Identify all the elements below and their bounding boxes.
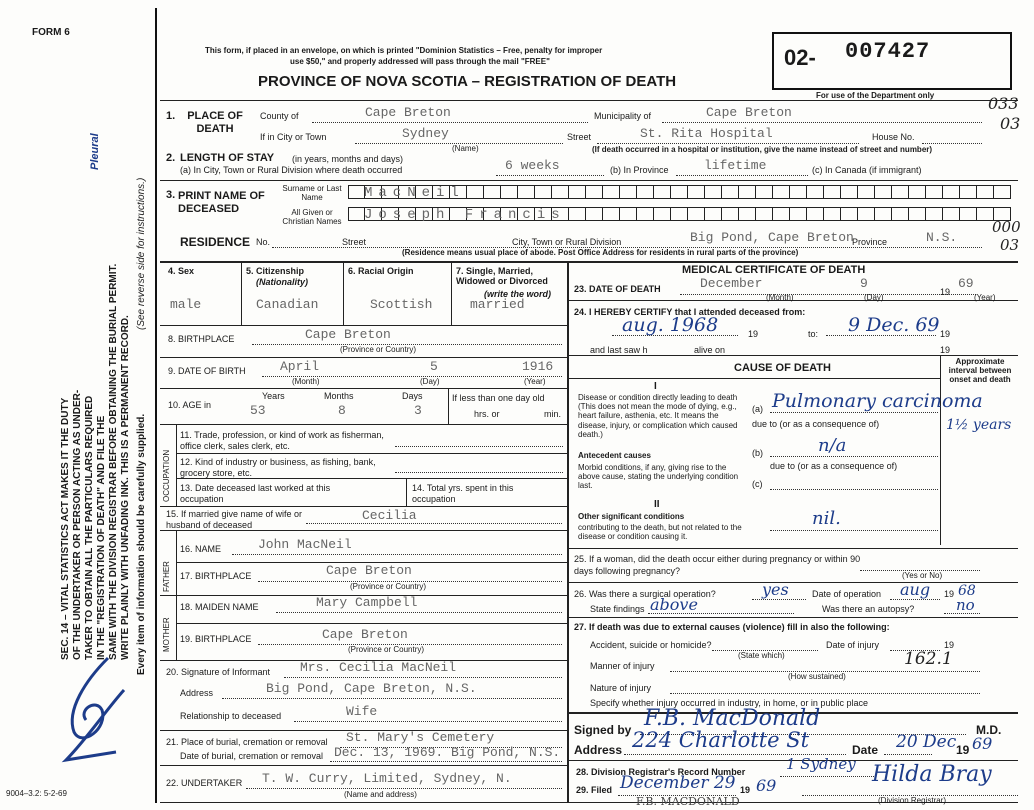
q22-line: [246, 788, 562, 789]
rule: [567, 617, 1018, 618]
street-label: Street: [567, 132, 592, 142]
q11-line: [395, 446, 563, 447]
q22-label: 22. UNDERTAKER: [166, 778, 243, 788]
relationship-value: Wife: [346, 704, 378, 719]
q12-label: 12. Kind of industry or business, as fishing, bank, grocery store, etc.: [180, 457, 376, 478]
less-than-day-label: If less than one day old: [452, 393, 545, 403]
physician-address-value: 224 Charlotte St: [632, 728, 810, 752]
department-code-2: 03: [1000, 114, 1021, 133]
informant-address-value: Big Pond, Cape Breton, N.S.: [266, 681, 477, 696]
death-day: 9: [860, 276, 868, 291]
yes-no-sub: (Yes or No): [902, 571, 943, 580]
q16-label: 16. NAME: [180, 544, 222, 554]
relationship-line: [294, 721, 562, 722]
q28-label: 28. Division Registrar's Record Number: [576, 767, 746, 777]
birthplace-label: 8. BIRTHPLACE: [168, 334, 235, 344]
q27-label: 27. If death was due to external causes (violence) fill in also the following:: [574, 622, 890, 632]
antecedent-label: Antecedent causes: [578, 451, 651, 460]
residence-province: N.S.: [926, 230, 958, 245]
q25-label: 25. If a woman, did the death occur either during pregnancy or within 90 days following pregnancy?: [574, 554, 861, 577]
sex-value: male: [170, 297, 202, 312]
residence-city-label: City, Town or Rural Division: [512, 237, 622, 247]
sign-year-value: 69: [972, 734, 993, 753]
racial-origin-value: Scottish: [370, 297, 433, 312]
q11-label: 11. Trade, profession, or kind of work as fisherman, office clerk, sales clerk, etc.: [180, 430, 384, 451]
citizenship-value: Canadian: [256, 297, 319, 312]
undertaker-value: T. W. Curry, Limited, Sydney, N.: [262, 771, 512, 786]
street-value: St. Rita Hospital: [640, 126, 773, 141]
accident-label: Accident, suicide or homicide?: [590, 640, 712, 650]
rule: [160, 506, 567, 507]
rule: [160, 100, 1018, 101]
death-month: December: [700, 276, 763, 291]
city-value: Sydney: [402, 126, 449, 141]
county-line: [312, 122, 588, 123]
state-which-sub: (State which): [738, 651, 785, 660]
death-day-sub: (Day): [864, 293, 884, 302]
age-months-label: Months: [324, 391, 354, 401]
mother-side-label: MOTHER: [162, 617, 171, 652]
informant-address-line: [222, 698, 562, 699]
q21-label: 21. Place of burial, cremation or removal: [166, 737, 328, 747]
disease-label: Disease or condition directly leading to death (This does not mean the mode of dying, e.g., heart failure, asthenia, etc. It means the disease, injury, or complication which caused death.): [578, 393, 738, 439]
marital-sub: (write the word): [484, 289, 551, 299]
given-name-value: Joseph Francis: [364, 207, 566, 223]
q26-label: 26. Was there a surgical operation?: [574, 589, 716, 599]
sidebar-text-8: (See reverse side for instructions.): [136, 177, 147, 330]
attended-from-value: aug. 1968: [622, 314, 719, 336]
attended-to-year-prefix: 19: [940, 329, 951, 339]
surname-value: MacNeil: [364, 185, 465, 201]
alive-on-year-prefix: 19: [940, 345, 951, 355]
stay-num: 2.: [166, 152, 176, 164]
marital-label: 7. Single, Married, Widowed or Divorced: [456, 266, 548, 287]
form-title: PROVINCE OF NOVA SCOTIA – REGISTRATION OF DEATH: [258, 73, 677, 90]
county-value: Cape Breton: [365, 105, 451, 120]
name-label: PRINT NAME OF DECEASED: [178, 190, 265, 215]
rule: [567, 355, 1018, 356]
sidebar-handwritten-mark: [46, 640, 146, 775]
mother-name-value: Mary Campbell: [316, 595, 418, 610]
cause-a-label: (a): [752, 404, 763, 414]
rule: [160, 325, 567, 326]
birthplace-value: Cape Breton: [305, 327, 391, 342]
age-months-value: 8: [338, 403, 346, 418]
physician-address-label: Address: [574, 743, 623, 757]
residence-note: (Residence means usual place of abode. Post Office Address for residents in rural parts of the province): [402, 248, 799, 257]
surgery-value: yes: [762, 580, 789, 599]
sidebar-text-5: SAME WITH THE DIVISION REGISTRAR BEFORE OBTAINING THE BURIAL PERMIT.: [108, 263, 119, 660]
burial-date-line: [330, 761, 562, 762]
min-label: min.: [544, 409, 562, 419]
city-name-sub: (Name): [452, 144, 479, 153]
q23-line: [680, 294, 976, 295]
place-of-death-num: 1.: [166, 110, 176, 122]
burial-date-label: Date of burial, cremation or removal: [180, 751, 324, 761]
hospital-note: (If death occurred in a hospital or institution, give the name instead of street and number): [592, 145, 933, 154]
dob-month: April: [280, 359, 320, 374]
rule: [940, 355, 941, 545]
rule: [343, 261, 344, 325]
burial-place-value: St. Mary's Cemetery: [346, 730, 495, 745]
injury-code-value: 162.1: [904, 649, 953, 669]
q13-label: 13. Date deceased last worked at this occupation: [180, 483, 331, 504]
department-use-note: For use of the Department only: [816, 91, 935, 100]
injury-date-label: Date of injury: [826, 640, 880, 650]
dob-month-sub: (Month): [292, 377, 320, 386]
mail-notice-line1: This form, if placed in an envelope, on which is printed "Dominion Statistics – Free, penalty for improper: [205, 46, 603, 55]
relationship-label: Relationship to deceased: [180, 711, 282, 721]
medical-heading: MEDICAL CERTIFICATE OF DEATH: [682, 264, 866, 276]
citizenship-label: 5. Citizenship: [246, 266, 305, 276]
rule: [448, 388, 449, 424]
q17-label: 17. BIRTHPLACE: [180, 571, 252, 581]
sidebar-rule: [155, 8, 157, 803]
name-num: 3.: [166, 189, 176, 201]
cause-c-line: [770, 489, 938, 490]
age-years-label: Years: [262, 391, 285, 401]
sign-date-value: 20 Dec: [896, 732, 957, 752]
given-label: All Given or Christian Names: [282, 208, 342, 227]
filed-date-value: December 29: [620, 773, 736, 793]
residence-label: RESIDENCE: [180, 235, 251, 249]
residence-street-label: Street: [342, 237, 367, 247]
birthplace-sub: (Province or Country): [340, 345, 417, 354]
city-label: If in City or Town: [260, 132, 327, 142]
dob-label: 9. DATE OF BIRTH: [168, 366, 246, 376]
stay-sub: (in years, months and days): [292, 154, 404, 164]
column-divider: [567, 261, 569, 803]
registration-number: 007427: [845, 39, 931, 64]
rule: [406, 478, 407, 506]
death-year-prefix: 19: [940, 287, 951, 297]
antecedent-sub: Morbid conditions, if any, giving rise to the above cause, stating the underlying condition last.: [578, 463, 739, 491]
q20-line: [284, 677, 562, 678]
father-birthplace-sub: (Province or Country): [350, 582, 427, 591]
sign-date-label: Date: [852, 743, 879, 757]
alive-on-label: alive on: [694, 345, 726, 355]
sign-year-prefix: 19: [956, 743, 970, 757]
autopsy-value: no: [956, 596, 975, 614]
cause-b-label: (b): [752, 448, 763, 458]
other-conditions-label: Other significant conditions: [578, 512, 685, 521]
street-line: [597, 143, 859, 144]
how-sustained-sub: (How sustained): [788, 672, 846, 681]
cause-b-value: n/a: [818, 435, 847, 456]
death-month-sub: (Month): [766, 293, 794, 302]
q16-line: [232, 554, 562, 555]
county-label: County of: [260, 111, 299, 121]
stay-b-label: (b) In Province: [610, 165, 669, 175]
residence-value: Big Pond, Cape Breton: [690, 230, 854, 245]
attended-to-value: 9 Dec. 69: [848, 314, 940, 336]
md-label: M.D.: [976, 723, 1002, 737]
stay-a-label: (a) In City, Town or Rural Division where death occurred: [180, 165, 403, 175]
state-findings-label: State findings: [590, 604, 645, 614]
rule: [160, 765, 567, 766]
filed-year-prefix: 19: [740, 785, 751, 795]
registrar-signature: Hilda Bray: [872, 762, 992, 787]
due-to-label-2: due to (or as a consequence of): [770, 461, 898, 471]
q18-label: 18. MAIDEN NAME: [180, 602, 259, 612]
dob-year-sub: (Year): [524, 377, 546, 386]
attended-to-label: to:: [808, 329, 819, 339]
cause-b-line: [770, 456, 938, 457]
injury-year-prefix: 19: [944, 640, 955, 650]
op-year-prefix: 19: [944, 589, 955, 599]
q18-line: [276, 612, 562, 613]
interval-a-value: 1½ years: [946, 417, 1012, 433]
stay-a-value: 6 weeks: [505, 158, 560, 173]
section-i: I: [654, 381, 657, 392]
cause-of-death-heading: CAUSE OF DEATH: [734, 362, 831, 374]
q26-line: [752, 599, 806, 600]
record-number-value: 1 Sydney: [786, 755, 856, 773]
burial-date-value: Dec. 13, 1969. Big Pond, N.S.: [334, 745, 561, 760]
sidebar-text-1: SEC. 14 – VITAL STATISTICS ACT MAKES IT THE DUTY: [60, 397, 71, 660]
informant-name-value: Mrs. Cecilia MacNeil: [300, 660, 457, 675]
rule: [160, 424, 567, 425]
sidebar-text-3: TAKER TO OBTAIN ALL THE PARTICULARS REQUIRED: [84, 395, 95, 660]
mother-birthplace-value: Cape Breton: [322, 627, 408, 642]
rule: [176, 453, 567, 454]
stay-a-line: [496, 175, 604, 176]
rule: [160, 261, 1018, 263]
other-conditions-line: [770, 530, 938, 531]
q12-line: [395, 472, 563, 473]
father-side-label: FATHER: [162, 561, 171, 592]
municipality-line: [662, 122, 982, 123]
physician-signature: F.B. MacDonald: [644, 706, 821, 731]
physician-name-stamp: F.B. MACDONALD: [636, 795, 740, 808]
rule: [567, 548, 1018, 549]
age-label: 10. AGE in: [168, 400, 212, 410]
registration-prefix: 02-: [784, 45, 816, 70]
form-number: FORM 6: [32, 27, 70, 38]
q23-label: 23. DATE OF DEATH: [574, 284, 661, 294]
registrar-sub: (Division Registrar): [878, 796, 947, 805]
sidebar-text-7: Every item of information should be carefully supplied.: [136, 413, 147, 675]
department-code-4: 03: [1000, 236, 1020, 254]
filed-year-value: 69: [756, 776, 777, 795]
surname-label: Surname or Last Name: [282, 184, 342, 203]
occupation-side-label: OCCUPATION: [162, 449, 171, 502]
form-print-code: 9004–3.2: 5-2-69: [6, 789, 67, 798]
findings-value: above: [650, 595, 698, 614]
cause-c-label: (c): [752, 479, 763, 489]
other-conditions-value: nil.: [812, 508, 841, 529]
stay-label: LENGTH OF STAY: [180, 152, 275, 164]
op-date-value: aug: [900, 580, 931, 599]
due-to-label-1: due to (or as a consequence of): [752, 419, 880, 429]
specify-label: Specify whether injury occurred in industry, in home, or in public place: [590, 698, 868, 708]
department-code-1: 033: [988, 94, 1019, 113]
rule: [160, 357, 567, 358]
rule: [241, 261, 242, 325]
rule: [567, 582, 1018, 583]
sign-date-line: [884, 754, 932, 755]
age-days-value: 3: [414, 403, 422, 418]
municipality-label: Municipality of: [594, 111, 652, 121]
informant-address-label: Address: [180, 688, 214, 698]
father-name-value: John MacNeil: [258, 537, 352, 552]
father-birthplace-value: Cape Breton: [326, 563, 412, 578]
citizenship-sub: (Nationality): [256, 277, 309, 287]
death-year: 69: [958, 276, 974, 291]
municipality-value: Cape Breton: [706, 105, 792, 120]
q14-label: 14. Total yrs. spent in this occupation: [412, 483, 514, 504]
manner-label: Manner of injury: [590, 661, 655, 671]
q15-line: [306, 523, 562, 524]
rule: [176, 424, 177, 506]
q29-label: 29. Filed: [576, 785, 613, 795]
stay-b-line: [676, 175, 808, 176]
hrs-label: hrs. or: [474, 409, 500, 419]
mother-birthplace-sub: (Province or Country): [348, 645, 425, 654]
sidebar-handwritten-note: Pleural: [89, 133, 101, 170]
q28-line: [780, 776, 874, 777]
q15-label: 15. If married give name of wife or husband of deceased: [166, 509, 303, 530]
attended-from-year-prefix: 19: [748, 329, 759, 339]
signed-by-label: Signed by: [574, 723, 632, 737]
sidebar-text-6: WRITE PLAINLY WITH UNFADING INK. THIS IS A PERMANENT RECORD.: [120, 315, 131, 660]
section-ii: II: [654, 499, 660, 510]
rule: [160, 388, 567, 389]
place-of-death-label: PLACE OF DEATH: [187, 110, 243, 135]
stay-b-value: lifetime: [704, 158, 767, 173]
q20-label: 20. Signature of Informant: [166, 667, 271, 677]
sidebar-text-4: IN THE "REGISTRATION OF DEATH" AND FILE THE: [96, 415, 107, 660]
marital-value: married: [470, 297, 525, 312]
nature-line: [670, 693, 980, 694]
op-date-line: [890, 599, 940, 600]
last-saw-label: and last saw h: [590, 345, 648, 355]
q19-label: 19. BIRTHPLACE: [180, 634, 252, 644]
q24-label: 24. I HEREBY CERTIFY that I attended deceased from:: [574, 307, 806, 317]
rule: [451, 261, 452, 325]
house-line: [922, 143, 982, 144]
residence-no-label: No.: [256, 237, 271, 247]
residence-province-label: Province: [852, 237, 888, 247]
autopsy-label: Was there an autopsy?: [822, 604, 915, 614]
op-year-value: 68: [958, 583, 976, 599]
rule: [567, 378, 940, 379]
age-days-label: Days: [402, 391, 423, 401]
dob-day-sub: (Day): [420, 377, 440, 386]
other-conditions-sub: contributing to the death, but not related to the disease or condition causing it.: [578, 523, 742, 542]
cause-a-line: [770, 412, 938, 413]
nature-label: Nature of injury: [590, 683, 652, 693]
dob-year: 1916: [522, 359, 554, 374]
interval-heading: Approximate interval between onset and death: [948, 357, 1012, 384]
stay-c-label: (c) In Canada (if immigrant): [812, 165, 922, 175]
department-code-3: 000: [992, 218, 1021, 236]
sex-label: 4. Sex: [168, 266, 195, 276]
rule: [176, 623, 567, 624]
death-year-sub: (Year): [974, 293, 996, 302]
rule: [160, 180, 1018, 181]
wife-name-value: Cecilia: [362, 508, 417, 523]
dob-day: 5: [430, 359, 438, 374]
age-years-value: 53: [250, 403, 266, 418]
racial-origin-label: 6. Racial Origin: [348, 266, 414, 276]
house-no-label: House No.: [872, 132, 915, 142]
sidebar-text-2: OF THE UNDERTAKER OR PERSON ACTING AS UNDER-: [72, 389, 83, 660]
op-date-label: Date of operation: [812, 589, 882, 599]
mail-notice-line2: use $50," and properly addressed will pass through the mail "FREE": [290, 57, 550, 66]
undertaker-sub: (Name and address): [344, 790, 417, 799]
cause-a-value: Pulmonary carcinoma: [772, 390, 983, 412]
